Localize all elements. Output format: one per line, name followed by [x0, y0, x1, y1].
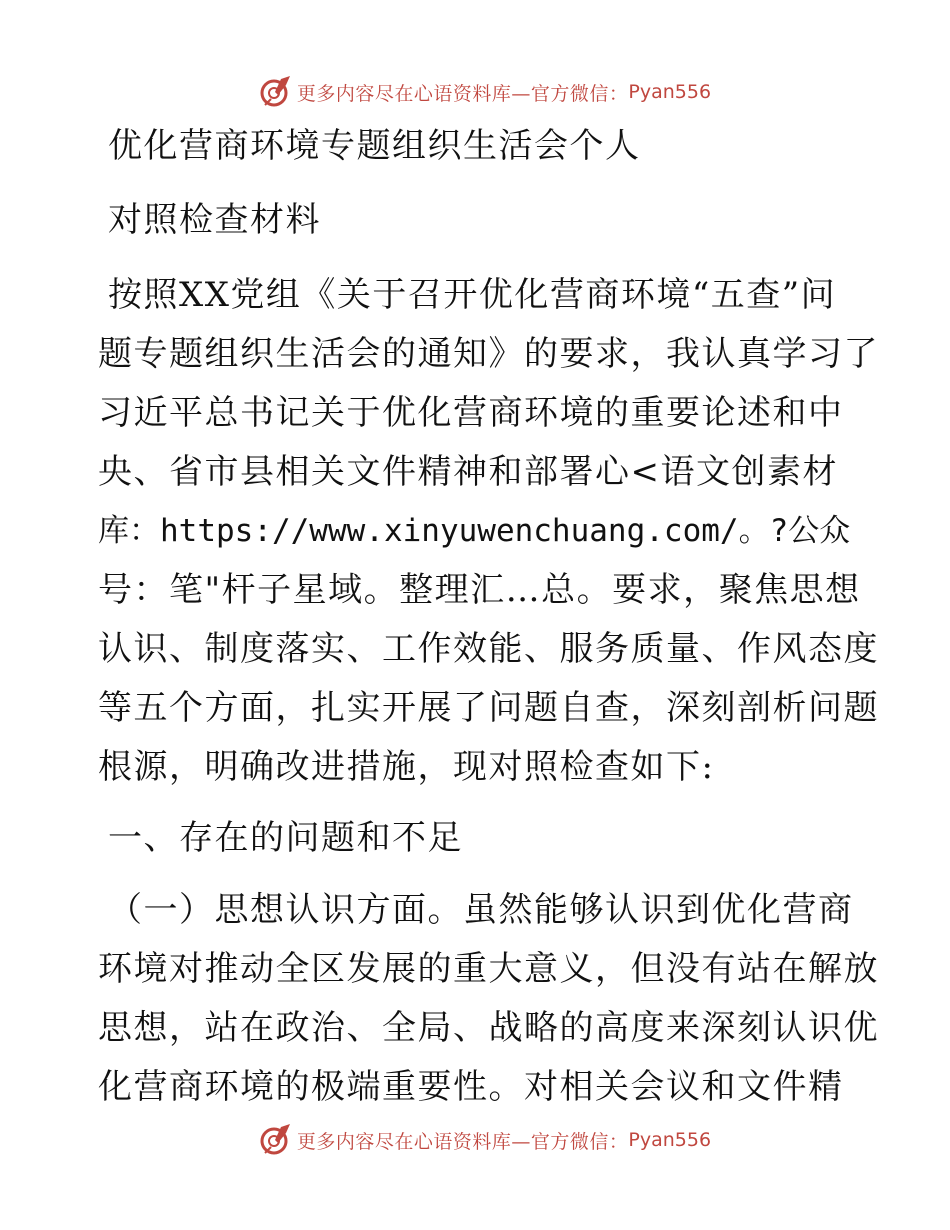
- intro-line-4: 央、省市县相关文件精神和部署心<语文创素材: [98, 452, 838, 492]
- intro-line-8: 等五个方面，扎实开展了问题自查，深刻剖析问题: [98, 688, 879, 728]
- doc-title-line-2: 对照检查材料: [108, 200, 321, 240]
- intro-line-9: 根源，明确改进措施，现对照检查如下:: [98, 747, 715, 787]
- watermark-wechat-id: Pyan556: [628, 81, 712, 103]
- section-heading: 一、存在的问题和不足: [108, 818, 463, 858]
- section-line-1: （一）思想认识方面。虽然能够认识到优化营商: [108, 890, 854, 930]
- pen-logo-icon: [259, 1123, 293, 1157]
- intro-line-5: 库：https://www.xinyuwenchuang.com/。?公众: [98, 513, 851, 549]
- intro-line-2: 题专题组织生活会的通知》的要求，我认真学习了: [98, 334, 879, 374]
- watermark-banner-top: [0, 72, 950, 112]
- watermark-wechat-id: Pyan556: [628, 1129, 712, 1151]
- section-line-3: 思想，站在政治、全局、战略的高度来深刻认识优: [98, 1008, 879, 1048]
- section-line-4: 化营商环境的极端重要性。对相关会议和文件精: [98, 1067, 844, 1107]
- watermark-banner-bottom: [0, 1120, 950, 1160]
- doc-title-line-1: 优化营商环境专题组织生活会个人: [108, 126, 641, 166]
- intro-line-6: 号：笔"杆子星域。整理汇…总。要求，聚焦思想: [98, 570, 861, 610]
- intro-line-3: 习近平总书记关于优化营商环境的重要论述和中: [98, 393, 844, 433]
- section-line-2: 环境对推动全区发展的重大意义，但没有站在解放: [98, 949, 879, 989]
- intro-line-7: 认识、制度落实、工作效能、服务质量、作风态度: [98, 629, 879, 669]
- watermark-text: 更多内容尽在心语资料库—官方微信：: [296, 1130, 629, 1153]
- pen-logo-icon: [259, 75, 293, 109]
- watermark-text: 更多内容尽在心语资料库—官方微信：: [296, 82, 629, 105]
- intro-line-1: 按照XX党组《关于召开优化营商环境“五查”问: [108, 275, 837, 315]
